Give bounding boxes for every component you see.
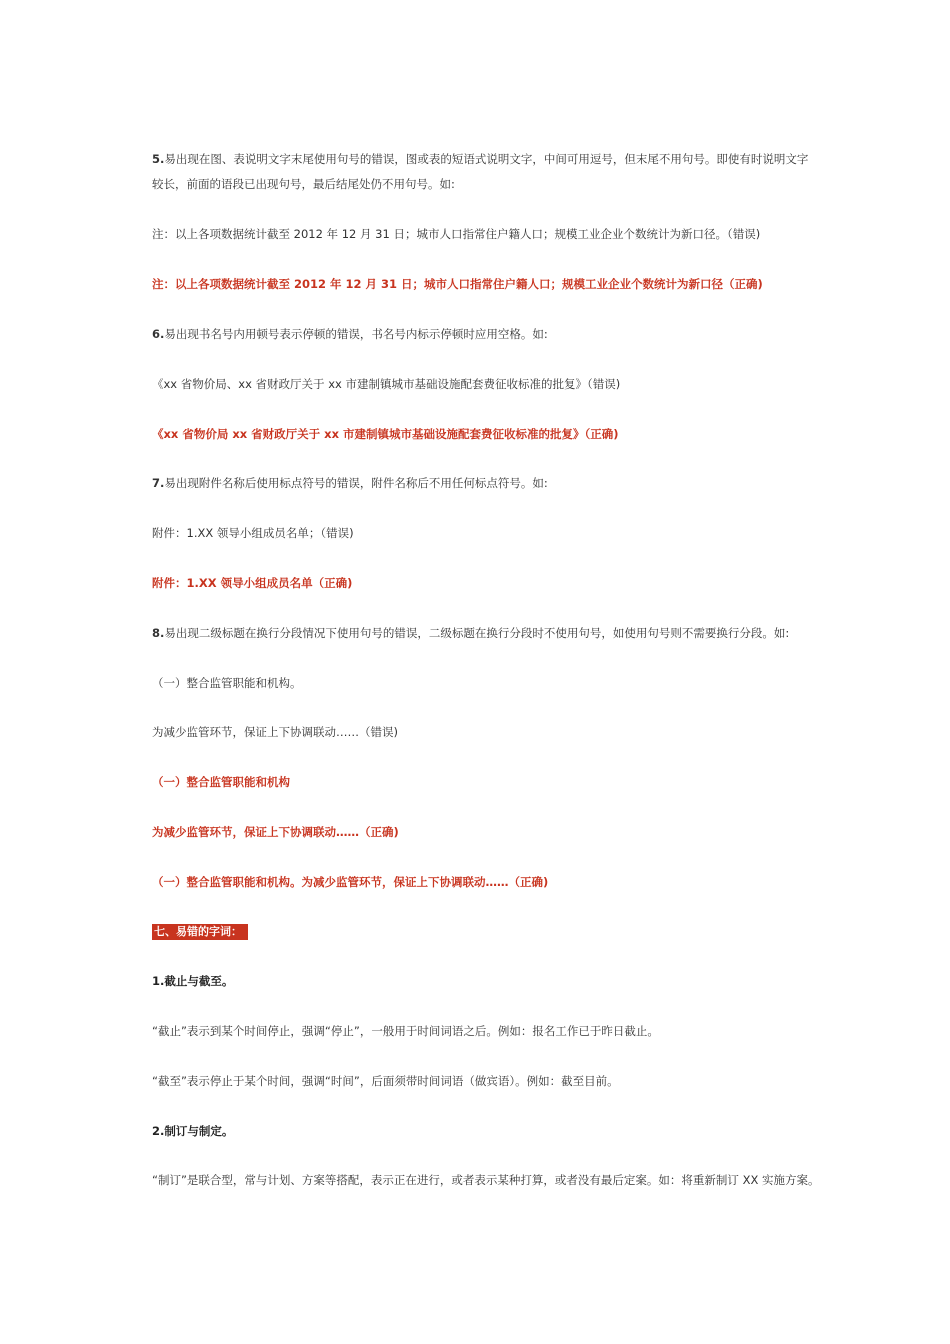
rule-text: 易出现在图、表说明文字末尾使用句号的错误，图或表的短语式说明文字，中间可用逗号，但末尾不用句号。即使有时说明文字较长，前面的语段已出现句号，最后结尾处仍不用句号。如: (152, 152, 809, 191)
example-wrong-5: 注：以上各项数据统计截至 2012 年 12 月 31 日；城市人口指常住户籍人口；规模工业企业个数统计为新口径。（错误) (152, 227, 761, 241)
section-heading: 七、易错的字词： (152, 924, 248, 940)
example-wrong-8-line1: （一）整合监管职能和机构。 (152, 676, 302, 690)
rule-text: 易出现书名号内用顿号表示停顿的错误，书名号内标示停顿时应用空格。如: (164, 327, 548, 341)
example-wrong-6: 《xx 省物价局、xx 省财政厅关于 xx 市建制镇城市基础设施配套费征收标准的批复》（错误) (152, 377, 621, 391)
rule-number: 8. (152, 626, 165, 640)
rule-number: 5. (152, 152, 165, 166)
rule-text: 易出现二级标题在换行分段情况下使用句号的错误，二级标题在换行分段时不使用句号，如使用句号则不需要换行分段。如: (164, 626, 790, 640)
word-pair-explanation-1b: “截至”表示停止于某个时间，强调“时间”，后面须带时间词语（做宾语）。例如：截至目前。 (152, 1074, 619, 1088)
word-pair-explanation-2a: “制订”是联合型，常与计划、方案等搭配，表示正在进行，或者表示某种打算，或者没有最后定案。如：将重新制订 XX 实施方案。 (152, 1173, 820, 1187)
word-pair-title-2: 2.制订与制定。 (152, 1124, 234, 1138)
example-correct-8-line1: （一）整合监管职能和机构 (152, 775, 290, 789)
example-correct-5: 注：以上各项数据统计截至 2012 年 12 月 31 日；城市人口指常住户籍人口；规模工业企业个数统计为新口径（正确) (152, 277, 763, 291)
paragraph-rule-7 (152, 471, 812, 496)
paragraph-rule-8 (152, 621, 812, 646)
paragraph-rule-5 (152, 147, 812, 197)
rule-number: 6. (152, 327, 165, 341)
rule-text: 易出现附件名称后使用标点符号的错误，附件名称后不用任何标点符号。如: (164, 476, 548, 490)
example-wrong-7: 附件：1.XX 领导小组成员名单；（错误) (152, 526, 354, 540)
word-pair-explanation-1a: “截止”表示到某个时间停止，强调“停止”，一般用于时间词语之后。例如：报名工作已于昨日截止。 (152, 1024, 659, 1038)
example-correct-8-line2: 为减少监管环节，保证上下协调联动……（正确) (152, 825, 399, 839)
example-correct-6: 《xx 省物价局 xx 省财政厅关于 xx 市建制镇城市基础设施配套费征收标准的批复》（正确) (152, 427, 619, 441)
example-wrong-8-line2: 为减少监管环节，保证上下协调联动……（错误) (152, 725, 398, 739)
example-correct-8-combined: （一）整合监管职能和机构。为减少监管环节，保证上下协调联动……（正确) (152, 875, 549, 889)
paragraph-rule-6 (152, 322, 812, 347)
word-pair-title-1: 1.截止与截至。 (152, 974, 234, 988)
rule-number: 7. (152, 476, 165, 490)
example-correct-7: 附件：1.XX 领导小组成员名单（正确) (152, 576, 353, 590)
